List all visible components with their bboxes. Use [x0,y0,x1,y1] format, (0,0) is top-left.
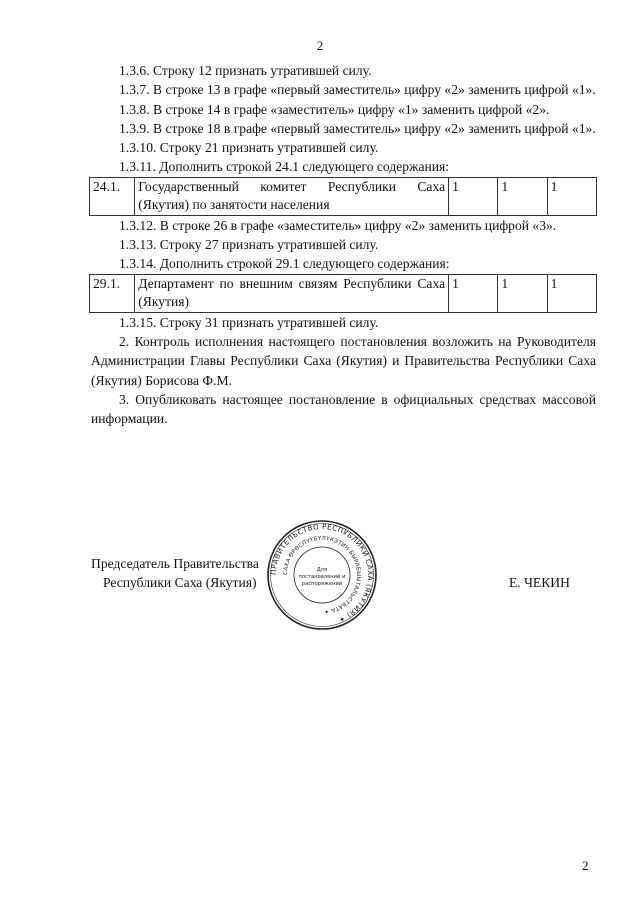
page-number-bottom: 2 [582,858,589,873]
row-value-1: 1 [449,274,498,312]
row-value-2: 1 [498,274,547,312]
page-number-top: 2 [316,38,324,53]
table-row [90,177,597,215]
item-1-3-10: 1.3.10. Строку 21 признать утратившей силу. [119,140,379,156]
item-1-3-11: 1.3.11. Дополнить строкой 24.1 следующего содержания: [119,159,450,175]
signatory-title-line-1: Председатель Правительства [91,556,259,571]
item-1-3-13: 1.3.13. Строку 27 признать утратившей силу. [119,237,379,253]
row-value-2: 1 [498,177,547,215]
svg-text:постановлений и: постановлений и [298,574,346,580]
row-value-1: 1 [449,177,498,215]
document-body [91,61,596,428]
svg-text:ПРАВИТЕЛЬСТВО РЕСПУБЛИКИ САХА: ПРАВИТЕЛЬСТВО РЕСПУБЛИКИ САХА (ЯКУТИЯ) ✦ [268,521,376,625]
signatory-name: Е. ЧЕКИН [509,575,570,590]
item-1-3-15: 1.3.15. Строку 31 признать утратившей силу. [119,314,379,330]
row-number: 29.1. [90,274,135,312]
svg-text:распоряжений: распоряжений [301,581,343,587]
paragraph-2: 2. Контроль исполнения настоящего постановления возложить на Руководителя Администрации Главы Республики Саха (Якутия) и Правительства Республики Саха (Якутия) Борисова Ф.М. [91,333,596,388]
row-name: Департамент по внешним связям Республики Саха (Якутия) [135,274,449,312]
insert-table-24-1 [89,177,597,216]
paragraph-3: 3. Опубликовать настоящее постановление в официальных средствах массовой информации. [91,391,596,427]
insert-table-29-1 [89,274,597,313]
signatory-title-line-2: Республики Саха (Якутия) [103,575,257,590]
item-1-3-14: 1.3.14. Дополнить строкой 29.1 следующего содержания: [119,256,450,272]
item-1-3-9: 1.3.9. В строке 18 в графе «первый заместитель» цифру «2» заменить цифрой «1». [119,120,596,136]
signatory-title [91,554,291,592]
item-1-3-12: 1.3.12. В строке 26 в графе «заместитель» цифру «2» заменить цифрой «3». [119,217,557,233]
item-1-3-6: 1.3.6. Строку 12 признать утратившей силу. [119,63,372,78]
item-1-3-8: 1.3.8. В строке 14 в графе «заместитель» цифру «1» заменить цифрой «2». [119,101,550,117]
row-value-3: 1 [547,177,596,215]
svg-text:САХА ӨРӨСПҮҮБҮЛҮКЭТИН БЫРАБЫЫТ: САХА ӨРӨСПҮҮБҮЛҮКЭТИН БЫРАБЫЫТАЛЬСТВАТА ✦ [282,535,362,615]
svg-text:Для: Для [316,567,328,573]
row-name: Государственный комитет Республики Саха (Якутия) по занятости населения [135,177,449,215]
table-row [90,274,597,312]
row-value-3: 1 [547,274,596,312]
row-number: 24.1. [90,177,135,215]
official-seal [266,519,378,631]
item-1-3-7: 1.3.7. В строке 13 в графе «первый заместитель» цифру «2» заменить цифрой «1». [119,82,596,98]
